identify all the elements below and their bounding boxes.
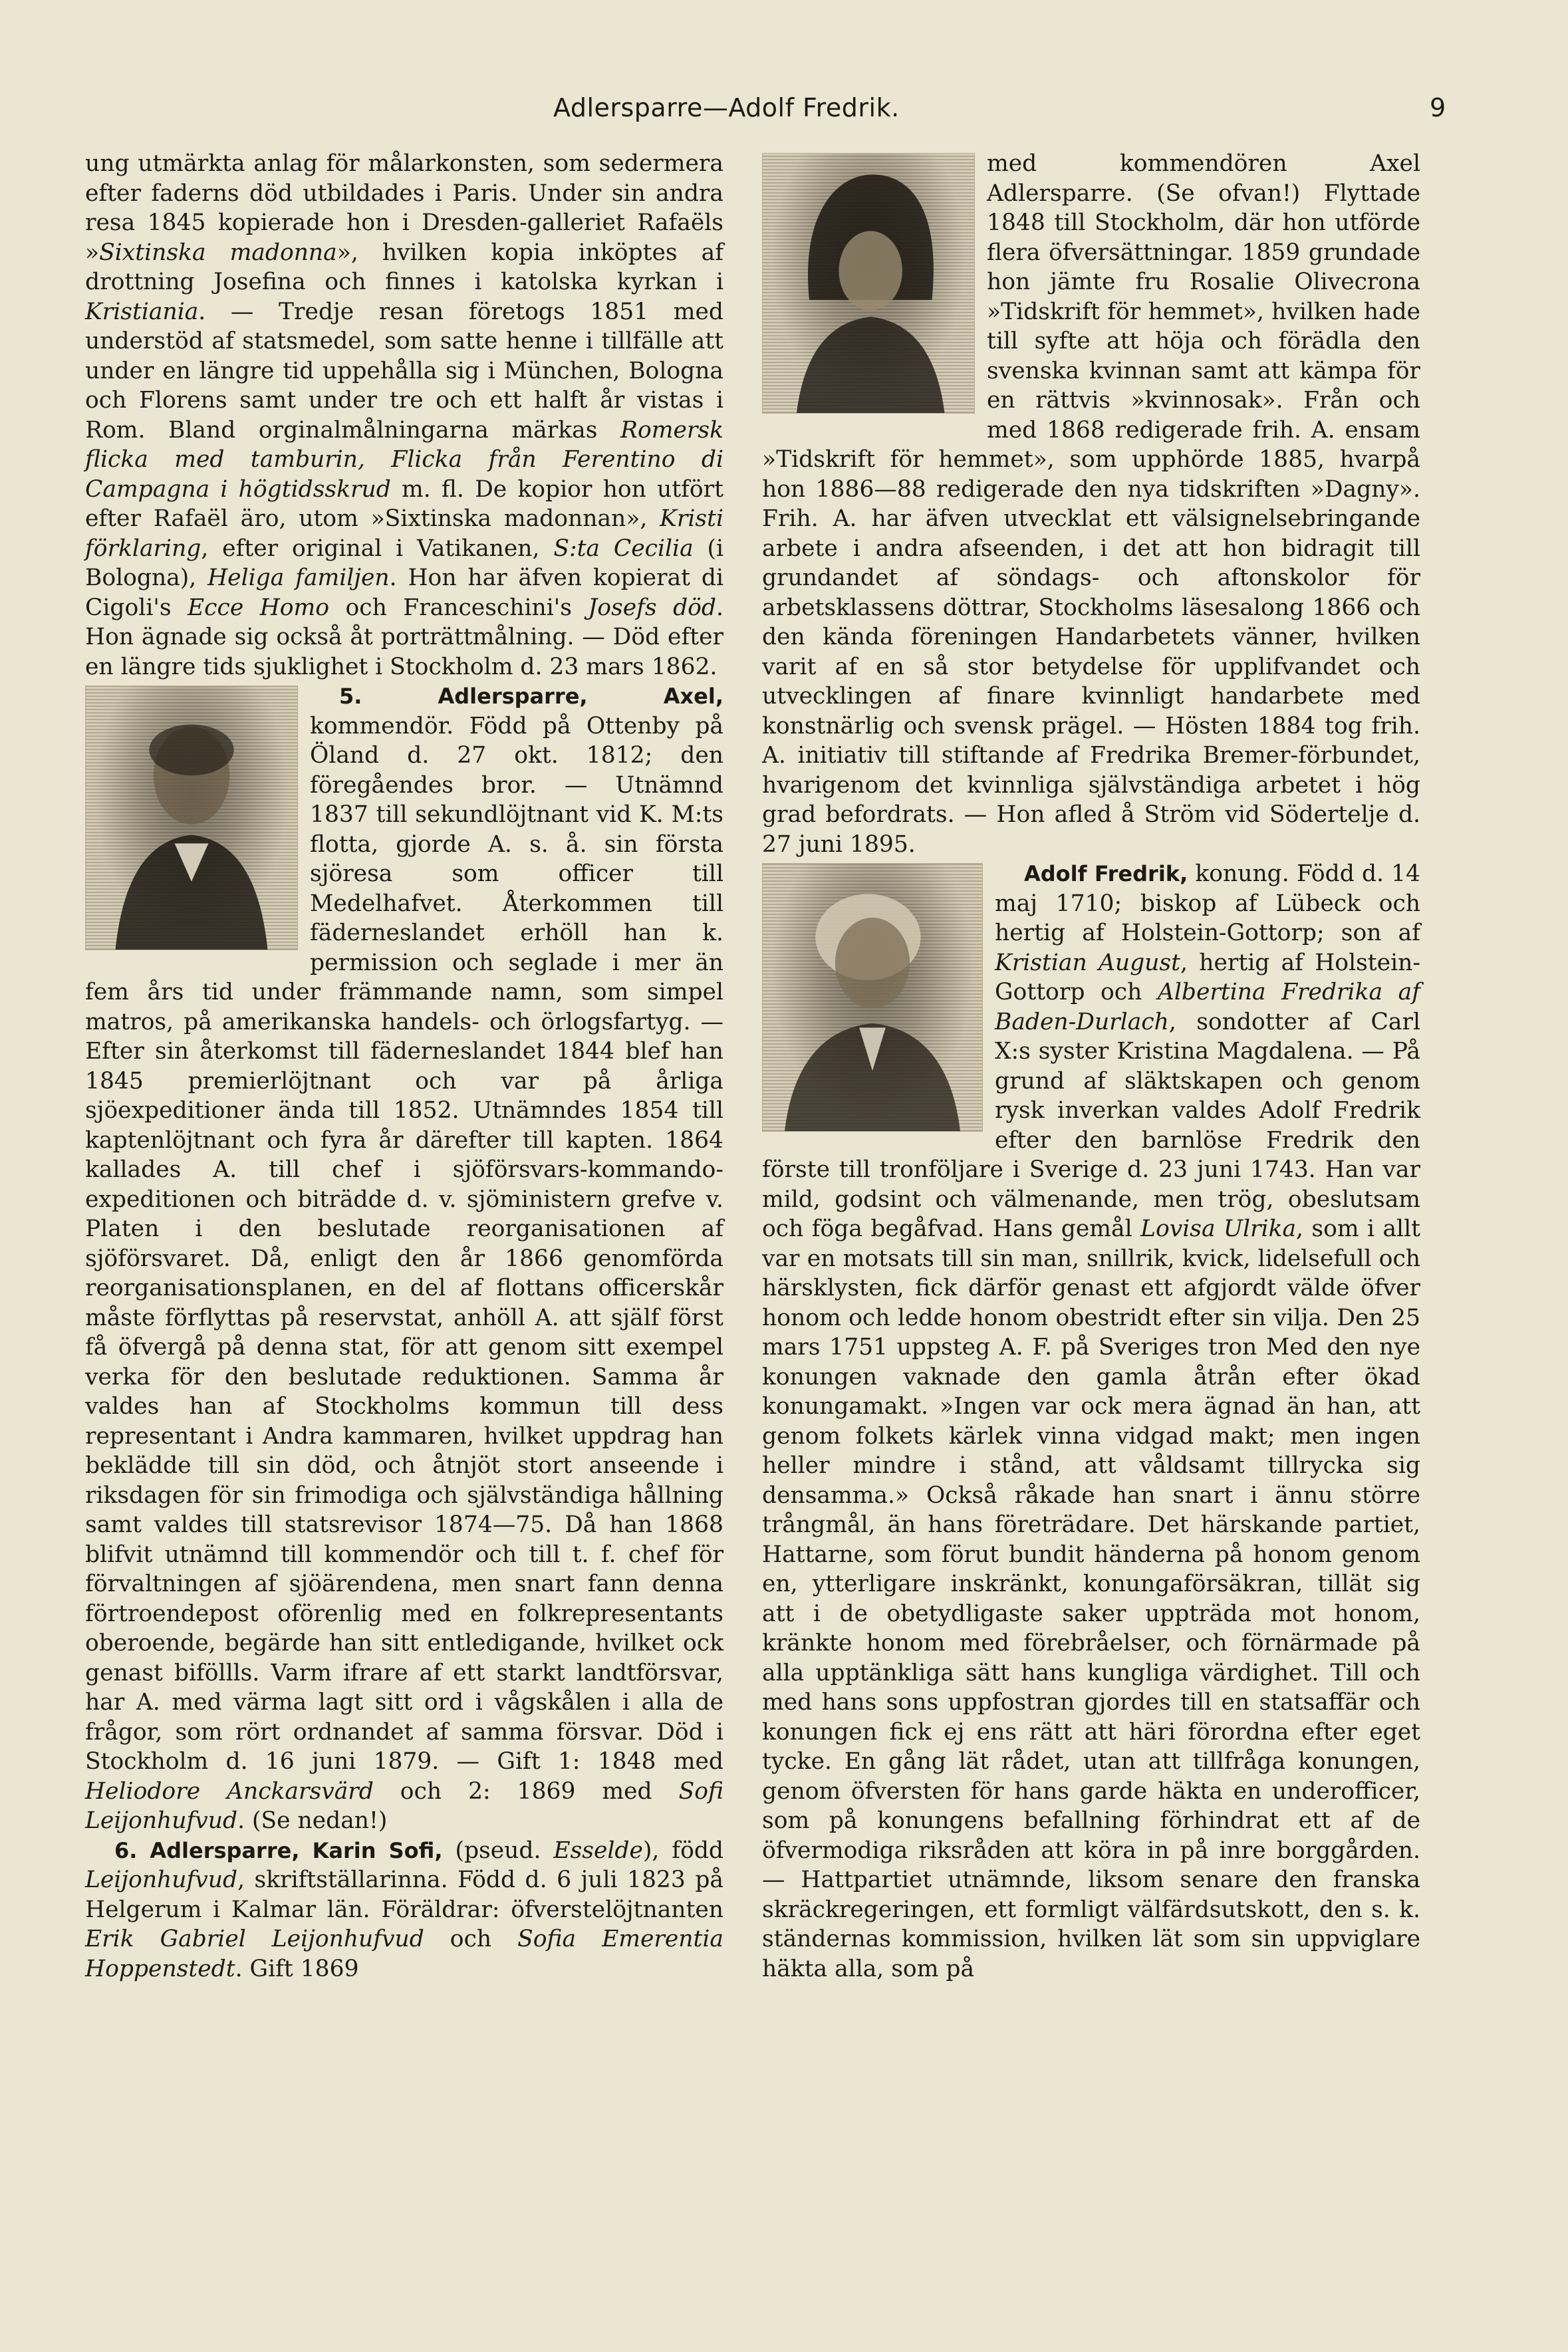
portrait-adlersparre-axel bbox=[85, 686, 298, 950]
engraved-portrait-icon bbox=[763, 154, 974, 413]
paragraph-continued-entry-6: med kommendören Axel Adlersparre. (Se ofvan!) Flyttade 1848 till Stockholm, där hon utförde flera öfversättningar. 1859 grundade hon jämte fru Rosalie Olivecrona »Tidskrift för hemmet», hvilken hade till syfte att höja och förädla den svenska kvinnan samt att kämpa för en rättvis »kvinnosak». Från och med 1868 redigerade frih. A. ensam »Tidskrift för hemmet», som upphörde 1885, hvarpå hon 1886—88 redigerade den nya tidskriften »Dagny». Frih. A. har äfven utvecklat ett välsignelsebringande arbete i andra afseenden, i det att hon bidragit till grundandet af söndags- och aftonskolor för arbetsklassens döttrar, Stockholms läsesalong 1866 och den kända föreningen Handarbetets vänner, hvilken varit af en så stor betydelse för upplifvandet och utvecklingen af finare kvinnligt handarbete med konstnärlig och svensk prägel. — Hösten 1884 tog frih. A. initiativ till stiftande af Fredrika Bremer-förbundet, hvarigenom det kvinnliga självständiga arbetet i hög grad befordrats. — Hon afled å Ström vid Södertelje d. 27 juni 1895. bbox=[762, 150, 1420, 858]
entry-adlersparre-karin: 6. Adlersparre, Karin Sofi, (pseud. Esselde), född Leijonhufvud, skriftställarinna. Född d. 6 juli 1823 på Helgerum i Kalmar län. Föräldrar: öfverstelöjtnanten Erik Gabriel Leijonhufvud och Sofia Emerentia Hoppenstedt. Gift 1869 bbox=[85, 1837, 724, 1982]
entry-adolf-fredrik: Adolf Fredrik, konung. Född d. 14 maj 1710; biskop af Lübeck och hertig af Holstein-Gottorp; son af Kristian August, hertig af Holstein-Gottorp och Albertina Fredrika af Baden-Durlach, sondotter af Carl X:s syster Kristina Magdalena. — På grund af släktskapen och genom rysk inverkan valdes Adolf Fredrik efter den barnlöse Fredrik den förste till tronföljare i Sverige d. 23 juni 1743. Han var mild, godsint och välmenande, men trög, obeslutsam och föga begåfvad. Hans gemål Lovisa Ulrika, som i allt var en motsats till sin man, snillrik, kvick, lidelsefull och härsklysten, fick därför genast ett afgjordt välde öfver honom och ledde honom obestridt efter sin vilja. Den 25 mars 1751 uppsteg A. F. på Sveriges tron Med den nye konungen vaknade den gamla åtrån efter ökad konungamakt. »Ingen var ock mera ägnad än han, att genom folkets kärlek vinna vidgad makt; men ingen heller mindre i stånd, att våldsamt tillrycka sig densamma.» Också råkade han snart i ännu större trångmål, än hans företrädare. Det härskande partiet, Hattarne, som förut bundit händerna på honom genom en, ytterligare inskränkt, konungaförsäkran, tillät sig att i de obetydligaste saker uppträda mot honom, kränkte honom med förebråelser, och förnärmade på alla upptänkliga sätt hans kungliga värdighet. Till och med hans sons uppfostran gjordes till en statsaffär och konungen fick ej ens rätt att häri förordna efter eget tycke. En gång lät rådet, utan att tillfråga konungen, genom öfversten för hans garde häkta en underofficer, som på konungens befallning förhindrat ett af de öfvermodiga riksråden att köra in på inre borggården. — Hattpartiet utnämnde, liksom senare den franska skräckregeringen, ett formligt välfärdsutskott, den s. k. ständernas kommission, hvilken lät som sin uppviglare häkta alla, som på bbox=[762, 860, 1421, 1982]
entry-adlersparre-axel: 5. Adlersparre, Axel, kommendör. Född på Ottenby på Öland d. 27 okt. 1812; den föregåendes bror. — Utnämnd 1837 till sekundlöjtnant vid K. M:ts flotta, gjorde A. s. å. sin första sjöresa som officer till Medelhafvet. Återkommen till fäderneslandet erhöll han k. permission och seglade i mer än fem års tid under främmande namn, som simpel matros, på amerikanska handels- och örlogsfartyg. — Efter sin återkomst till fäderneslandet 1844 blef han 1845 premierlöjtnant och var på årliga sjöexpeditioner ända till 1852. Utnämndes 1854 till kaptenlöjtnant och fyra år därefter till kapten. 1864 kallades A. till chef i sjöförsvars-kommando-expeditionen och biträdde d. v. sjöministern grefve v. Platen i den beslutade reorganisationen af sjöförsvaret. Då, enligt den år 1866 genomförda reorganisationsplanen, en del af flottans officerskår måste förflyttas på reservstat, anhöll A. att själf först få öfvergå på denna stat, för att genom sitt exempel verka för den beslutade reduktionen. Samma år valdes han af Stockholms kommun till dess representant i Andra kammaren, hvilket uppdrag han beklädde till sin död, och åtnjöt stort anseende i riksdagen för sin frimodiga och självständiga hållning samt valdes till statsrevisor 1874—75. Då han 1868 blifvit utnämnd till kommendör och till t. f. chef för förvaltningen af sjöärendena, men snart fann denna förtroendepost oförenlig med en folkrepresentants oberoende, begärde han sitt entledigande, hvilket ock genast biföllls. Varm ifrare af ett starkt landtförsvar, har A. med värma lagt sitt ord i vågskålen i alla de frågor, som rört ordnandet af samma försvar. Död i Stockholm d. 16 juni 1879. — Gift 1: 1848 med Heliodore Anckarsvärd och 2: 1869 med Sofi Leijonhufvud. (Se nedan!) bbox=[85, 684, 724, 1834]
portrait-adlersparre-karin bbox=[762, 153, 975, 414]
running-head bbox=[0, 93, 1568, 133]
entry-headword: Adlersparre, Axel, bbox=[438, 684, 724, 709]
right-column bbox=[762, 149, 1420, 1984]
engraved-portrait-icon bbox=[86, 686, 297, 950]
entry-number: 6. bbox=[114, 1837, 138, 1863]
portrait-adolf-fredrik bbox=[762, 863, 983, 1132]
page-number: 9 bbox=[1430, 93, 1446, 122]
running-title: Adlersparre—Adolf Fredrik. bbox=[553, 93, 900, 122]
entry-number: 5. bbox=[339, 684, 362, 709]
engraved-portrait-icon bbox=[763, 864, 982, 1131]
paragraph-continued-entry-4: ung utmärkta anlag för målarkonsten, som sedermera efter faderns död utbildades i Paris. Under sin andra resa 1845 kopierade hon i Dresden-galleriet Rafaëls »Sixtinska madonna», hvilken kopia inköptes af drottning Josefina och finnes i katolska kyrkan i Kristiania. — Tredje resan företogs 1851 med understöd af statsmedel, som satte henne i tillfälle att under en längre tid uppehålla sig i München, Bologna och Florens samt under tre och ett halft år vistas i Rom. Bland orginalmålningarna märkas Romersk flicka med tamburin, Flicka från Ferentino di Campagna i högtidsskrud m. fl. De kopior hon utfört efter Rafaël äro, utom »Sixtinska madonnan», Kristi förklaring, efter original i Vatikanen, S:ta Cecilia (i Bologna), Heliga familjen. Hon har äfven kopierat di Cigoli's Ecce Homo och Franceschini's Josefs död. Hon ägnade sig också åt porträttmålning. — Död efter en längre tids sjuklighet i Stockholm d. 23 mars 1862. bbox=[85, 150, 723, 680]
entry-headword: Adolf Fredrik, bbox=[1024, 861, 1188, 886]
left-column bbox=[85, 149, 723, 1984]
entry-headword: Adlersparre, Karin Sofi, bbox=[150, 1837, 443, 1863]
